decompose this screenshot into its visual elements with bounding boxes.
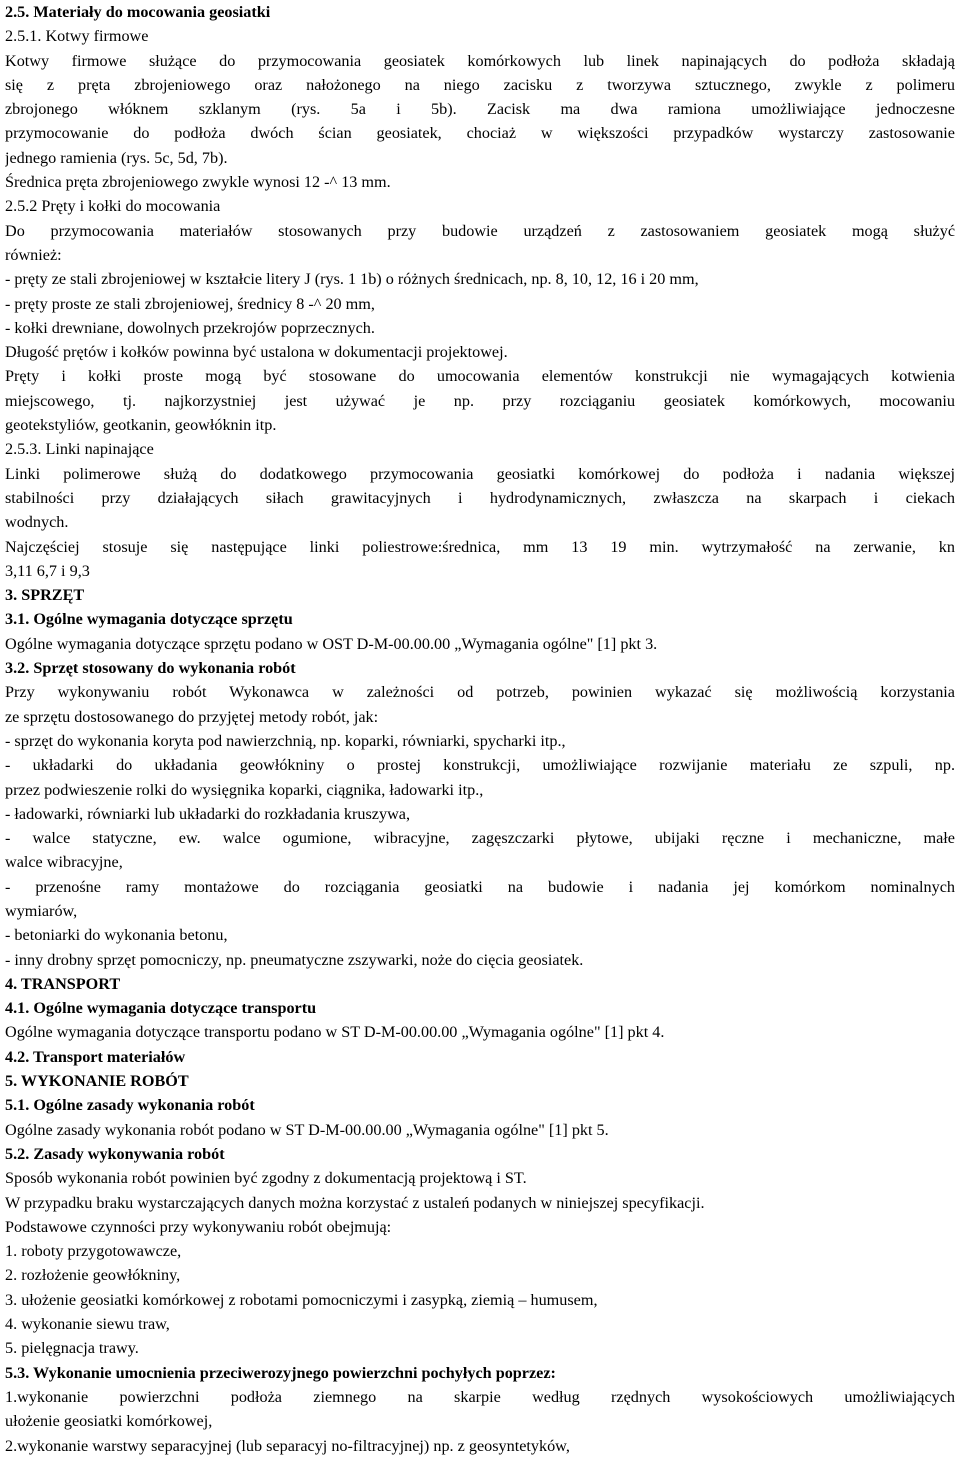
- text-line: W przypadku braku wystarczających danych można korzystać z ustaleń podanych w niniejszej specyfikacji.: [5, 1193, 705, 1212]
- text-line: Długość prętów i kołków powinna być ustalona w dokumentacji projektowej.: [5, 343, 508, 362]
- text-line: Podstawowe czynności przy wykonywaniu robót obejmują:: [5, 1217, 392, 1236]
- text-line: - przenośne ramy montażowe do rozciągania geosiatki na budowie i nadania jej komórkom nominalnych: [5, 877, 955, 896]
- text-line: Kotwy firmowe służące do przymocowania geosiatek komórkowych lub linek napinających do podłoża składają: [5, 51, 955, 70]
- text-line: 2.5.2 Pręty i kołki do mocowania: [5, 197, 221, 216]
- section-heading: 4.1. Ogólne wymagania dotyczące transportu: [5, 999, 317, 1018]
- text-line: 1. roboty przygotowawcze,: [5, 1242, 182, 1261]
- text-line: 3. ułożenie geosiatki komórkowej z robotami pomocniczymi i zasypką, ziemią – humusem,: [5, 1290, 598, 1309]
- text-line: - inny drobny sprzęt pomocniczy, np. pneumatyczne zszywarki, noże do cięcia geosiatek.: [5, 950, 584, 969]
- text-line: - pręty ze stali zbrojeniowej w kształcie litery J (rys. 1 1b) o różnych średnicach, np. 8, 10, 12, 16 i 20 mm,: [5, 270, 699, 289]
- text-line: geotekstyliów, geotkanin, geowłóknin itp.: [5, 416, 277, 435]
- text-line: Najczęściej stosuje się następujące linki poliestrowe:średnica, mm 13 19 min. wytrzymałość na zerwanie, kn: [5, 537, 955, 556]
- text-line: 2.5.3. Linki napinające: [5, 440, 154, 459]
- text-line: - pręty proste ze stali zbrojeniowej, średnicy 8 -^ 20 mm,: [5, 294, 375, 313]
- text-line: - sprzęt do wykonania koryta pod nawierzchnią, np. koparki, równiarki, spycharki itp.,: [5, 731, 566, 750]
- text-line: również:: [5, 245, 62, 264]
- text-line: zbrojonego włóknem szklanym (rys. 5a i 5b). Zacisk ma dwa ramiona umożliwiające jednoczesne: [5, 100, 955, 119]
- section-heading: 4.2. Transport materiałów: [5, 1047, 186, 1066]
- text-line: miejscowego, tj. najkorzystniej jest używać je np. przy rozciąganiu geosiatek komórkowych, mocowaniu: [5, 391, 955, 410]
- section-heading: 2.5. Materiały do mocowania geosiatki: [5, 3, 271, 21]
- text-line: Przy wykonywaniu robót Wykonawca w zależności od potrzeb, powinien wykazać się możliwością korzystania: [5, 683, 955, 702]
- section-heading: 3.2. Sprzęt stosowany do wykonania robót: [5, 659, 296, 678]
- text-line: jednego ramienia (rys. 5c, 5d, 7b).: [5, 148, 228, 167]
- section-heading: 5.3. Wykonanie umocnienia przeciwerozyjnego powierzchni pochyłych poprzez:: [5, 1363, 556, 1382]
- text-line: 2.5.1. Kotwy firmowe: [5, 27, 149, 46]
- text-line: Do przymocowania materiałów stosowanych przy budowie urządzeń z zastosowaniem geosiatek mogą służyć: [5, 221, 955, 240]
- text-line: przez podwieszenie rolki do wysięgnika koparki, ciągnika, ładowarki itp.,: [5, 780, 484, 799]
- section-heading: 5.1. Ogólne zasady wykonania robót: [5, 1096, 255, 1115]
- text-line: Ogólne wymagania dotyczące transportu podano w ST D-M-00.00.00 „Wymagania ogólne" [1] pkt 4.: [5, 1023, 665, 1042]
- text-line: - betoniarki do wykonania betonu,: [5, 926, 228, 945]
- text-line: ze sprzętu dostosowanego do przyjętej metody robót, jak:: [5, 707, 379, 726]
- text-line: się z pręta zbrojeniowego oraz nałożonego na niego zacisku z tworzywa sztucznego, zwykle z polimeru: [5, 75, 955, 94]
- text-line: 3,11 6,7 i 9,3: [5, 561, 90, 580]
- section-heading: 3.1. Ogólne wymagania dotyczące sprzętu: [5, 610, 293, 629]
- text-line: - kołki drewniane, dowolnych przekrojów poprzecznych.: [5, 318, 375, 337]
- text-line: - walce statyczne, ew. walce ogumione, wibracyjne, zagęszczarki płytowe, ubijaki ręczne i mechaniczne, małe: [5, 829, 955, 848]
- text-line: Sposób wykonania robót powinien być zgodny z dokumentacją projektową i ST.: [5, 1169, 527, 1188]
- text-line: walce wibracyjne,: [5, 853, 123, 872]
- text-line: Ogólne wymagania dotyczące sprzętu podano w OST D-M-00.00.00 „Wymagania ogólne" [1] pkt 3.: [5, 634, 658, 653]
- text-line: Linki polimerowe służą do dodatkowego przymocowania geosiatki komórkowej do podłoża i nadania większej: [5, 464, 955, 483]
- section-heading: 3. SPRZĘT: [5, 586, 85, 605]
- text-line: 5. pielęgnacja trawy.: [5, 1339, 139, 1358]
- text-line: - układarki do układania geowłókniny o prostej konstrukcji, umożliwiające rozwijanie materiału ze szpuli, np.: [5, 756, 955, 775]
- text-line: 4. wykonanie siewu traw,: [5, 1315, 170, 1334]
- text-line: stabilności przy działających siłach grawitacyjnych i hydrodynamicznych, zwłaszcza na skarpach i ciekach: [5, 488, 955, 507]
- text-line: wymiarów,: [5, 901, 78, 920]
- text-line: przymocowanie do podłoża dwóch ścian geosiatek, chociaż w większości przypadków wystarczy zastosowanie: [5, 124, 955, 143]
- text-line: wodnych.: [5, 513, 69, 532]
- text-line: Pręty i kołki proste mogą być stosowane do umocowania elementów konstrukcji nie wymagających kotwienia: [5, 367, 955, 386]
- text-line: Ogólne zasady wykonania robót podano w ST D-M-00.00.00 „Wymagania ogólne" [1] pkt 5.: [5, 1120, 609, 1139]
- text-line: 2. rozłożenie geowłókniny,: [5, 1266, 181, 1285]
- text-line: ułożenie geosiatki komórkowej,: [5, 1412, 213, 1431]
- text-line: 2.wykonanie warstwy separacyjnej (lub separacyj no-filtracyjnej) np. z geosyntetyków,: [5, 1436, 570, 1455]
- section-heading: 5.2. Zasady wykonywania robót: [5, 1144, 225, 1163]
- text-line: 1.wykonanie powierzchni podłoża ziemnego na skarpie według rzędnych wysokościowych umożliwiających: [5, 1387, 955, 1406]
- section-heading: 4. TRANSPORT: [5, 974, 121, 993]
- section-heading: 5. WYKONANIE ROBÓT: [5, 1072, 189, 1091]
- text-line: - ładowarki, równiarki lub układarki do rozkładania kruszywa,: [5, 804, 411, 823]
- text-line: Średnica pręta zbrojeniowego zwykle wynosi 12 -^ 13 mm.: [5, 173, 391, 192]
